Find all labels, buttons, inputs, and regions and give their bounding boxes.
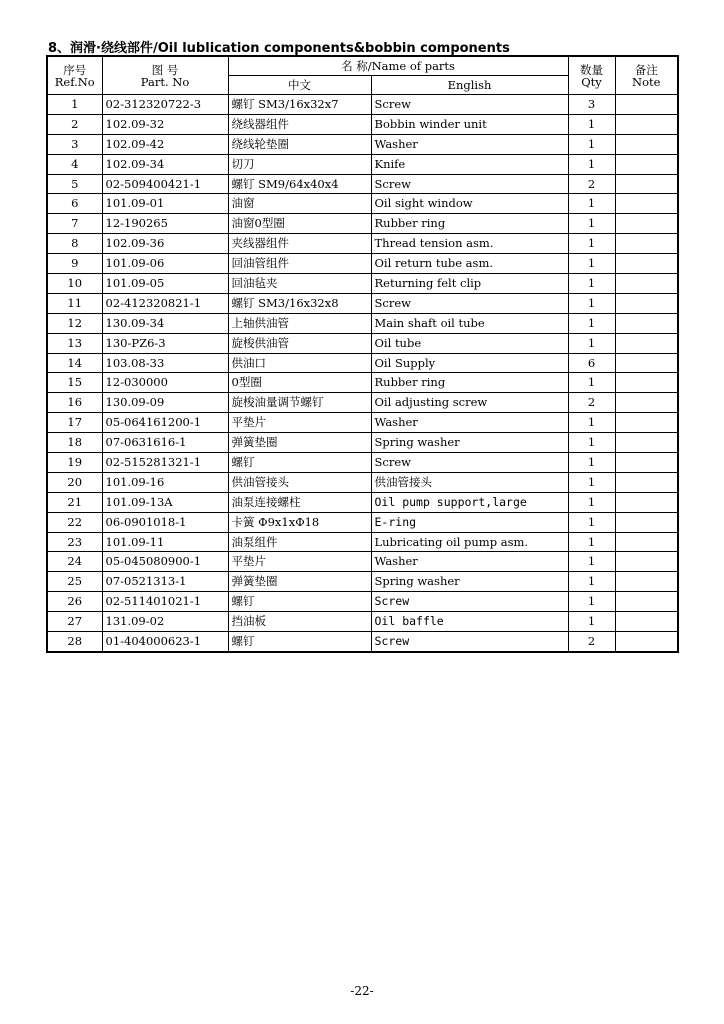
table-row	[47, 552, 678, 572]
name-english-cell: Oil Supply	[371, 353, 568, 373]
name-chinese-cell: 上轴供油管	[228, 313, 371, 333]
note-cell	[615, 174, 678, 194]
qty-cell: 1	[568, 552, 615, 572]
qty-cell: 1	[568, 114, 615, 134]
part-no-cell: 01-404000623-1	[102, 632, 228, 652]
name-english-cell: Washer	[371, 413, 568, 433]
part-no-cell: 12-030000	[102, 373, 228, 393]
note-cell	[615, 214, 678, 234]
part-no-cell: 130.09-09	[102, 393, 228, 413]
note-cell	[615, 254, 678, 274]
table-row	[47, 433, 678, 453]
name-english-cell: E-ring	[371, 512, 568, 532]
qty-cell: 1	[568, 274, 615, 294]
name-english-cell: Oil return tube asm.	[371, 254, 568, 274]
table-header	[47, 56, 678, 95]
header-note: 备注 Note	[615, 56, 678, 95]
name-english-cell: Oil tube	[371, 333, 568, 353]
name-english-cell: Thread tension asm.	[371, 234, 568, 254]
note-cell	[615, 313, 678, 333]
part-no-cell: 101.09-11	[102, 532, 228, 552]
qty-cell: 1	[568, 293, 615, 313]
ref-cell: 8	[47, 234, 102, 254]
name-chinese-cell: 平垫片	[228, 552, 371, 572]
table-row	[47, 413, 678, 433]
part-no-cell: 103.08-33	[102, 353, 228, 373]
table-row	[47, 353, 678, 373]
note-cell	[615, 453, 678, 473]
name-chinese-cell: 弹簧垫圈	[228, 572, 371, 592]
table-row	[47, 512, 678, 532]
qty-cell: 1	[568, 512, 615, 532]
qty-cell: 1	[568, 413, 615, 433]
name-english-cell: Lubricating oil pump asm.	[371, 532, 568, 552]
section-title: 8、润滑·绕线部件/Oil lublication components&bobbin components	[48, 41, 510, 56]
qty-cell: 1	[568, 234, 615, 254]
part-no-cell: 02-511401021-1	[102, 592, 228, 612]
part-no-cell: 101.09-06	[102, 254, 228, 274]
header-qty: 数量 Qty	[568, 56, 615, 95]
part-no-cell: 02-509400421-1	[102, 174, 228, 194]
name-chinese-cell: 螺钉 SM3/16x32x7	[228, 95, 371, 115]
note-cell	[615, 472, 678, 492]
ref-cell: 4	[47, 154, 102, 174]
table-row	[47, 592, 678, 612]
table-row	[47, 393, 678, 413]
name-chinese-cell: 切刀	[228, 154, 371, 174]
qty-cell: 1	[568, 214, 615, 234]
ref-cell: 15	[47, 373, 102, 393]
table-row	[47, 254, 678, 274]
table-row	[47, 472, 678, 492]
name-english-cell: Spring washer	[371, 433, 568, 453]
table-row	[47, 114, 678, 134]
name-english-cell: Screw	[371, 95, 568, 115]
ref-cell: 9	[47, 254, 102, 274]
table-row	[47, 293, 678, 313]
header-part-no: 图 号 Part. No	[102, 56, 228, 95]
note-cell	[615, 234, 678, 254]
name-english-cell: Washer	[371, 552, 568, 572]
name-chinese-cell: 挡油板	[228, 612, 371, 632]
note-cell	[615, 552, 678, 572]
table-row	[47, 234, 678, 254]
ref-cell: 26	[47, 592, 102, 612]
name-english-cell: Screw	[371, 293, 568, 313]
qty-cell: 1	[568, 254, 615, 274]
qty-cell: 1	[568, 572, 615, 592]
ref-cell: 16	[47, 393, 102, 413]
name-chinese-cell: 绕线器组件	[228, 114, 371, 134]
table-row	[47, 95, 678, 115]
part-no-cell: 07-0631616-1	[102, 433, 228, 453]
part-no-cell: 130.09-34	[102, 313, 228, 333]
name-english-cell: Oil sight window	[371, 194, 568, 214]
table-row	[47, 492, 678, 512]
part-no-cell: 102.09-34	[102, 154, 228, 174]
name-english-cell: Main shaft oil tube	[371, 313, 568, 333]
note-cell	[615, 413, 678, 433]
part-no-cell: 05-064161200-1	[102, 413, 228, 433]
note-cell	[615, 612, 678, 632]
table-row	[47, 373, 678, 393]
table-row	[47, 134, 678, 154]
name-english-cell: Oil baffle	[371, 612, 568, 632]
name-english-cell: Screw	[371, 632, 568, 652]
part-no-cell: 101.09-05	[102, 274, 228, 294]
ref-cell: 23	[47, 532, 102, 552]
name-chinese-cell: 螺钉	[228, 632, 371, 652]
note-cell	[615, 194, 678, 214]
ref-cell: 25	[47, 572, 102, 592]
table-row	[47, 154, 678, 174]
name-chinese-cell: 供油口	[228, 353, 371, 373]
note-cell	[615, 95, 678, 115]
qty-cell: 2	[568, 632, 615, 652]
table-row	[47, 532, 678, 552]
name-english-cell: Bobbin winder unit	[371, 114, 568, 134]
note-cell	[615, 393, 678, 413]
table-row	[47, 174, 678, 194]
ref-cell: 18	[47, 433, 102, 453]
table-row	[47, 274, 678, 294]
qty-cell: 1	[568, 373, 615, 393]
name-english-cell: Screw	[371, 453, 568, 473]
name-chinese-cell: 螺钉 SM9/64x40x4	[228, 174, 371, 194]
qty-cell: 1	[568, 532, 615, 552]
part-no-cell: 07-0521313-1	[102, 572, 228, 592]
qty-cell: 2	[568, 174, 615, 194]
ref-cell: 10	[47, 274, 102, 294]
ref-cell: 17	[47, 413, 102, 433]
name-chinese-cell: 旋梭供油管	[228, 333, 371, 353]
qty-cell: 1	[568, 492, 615, 512]
header-ref: 序号 Ref.No	[47, 56, 102, 95]
ref-cell: 13	[47, 333, 102, 353]
qty-cell: 2	[568, 393, 615, 413]
note-cell	[615, 532, 678, 552]
table-row	[47, 313, 678, 333]
part-no-cell: 102.09-36	[102, 234, 228, 254]
header-name-of-parts: 名 称/Name of parts	[228, 56, 568, 76]
ref-cell: 7	[47, 214, 102, 234]
part-no-cell: 02-412320821-1	[102, 293, 228, 313]
part-no-cell: 101.09-13A	[102, 492, 228, 512]
part-no-cell: 02-312320722-3	[102, 95, 228, 115]
name-chinese-cell: 螺钉	[228, 453, 371, 473]
note-cell	[615, 632, 678, 652]
name-english-cell: Screw	[371, 174, 568, 194]
part-no-cell: 06-0901018-1	[102, 512, 228, 532]
name-english-cell: Returning felt clip	[371, 274, 568, 294]
name-english-cell: Oil pump support,large	[371, 492, 568, 512]
part-no-cell: 102.09-32	[102, 114, 228, 134]
name-english-cell: Oil adjusting screw	[371, 393, 568, 413]
name-chinese-cell: 卡簧 Φ9x1xΦ18	[228, 512, 371, 532]
note-cell	[615, 433, 678, 453]
table-row	[47, 333, 678, 353]
name-chinese-cell: 旋梭油量调节螺钉	[228, 393, 371, 413]
name-english-cell: Rubber ring	[371, 373, 568, 393]
note-cell	[615, 373, 678, 393]
qty-cell: 1	[568, 333, 615, 353]
ref-cell: 6	[47, 194, 102, 214]
table-row	[47, 632, 678, 652]
name-chinese-cell: 油泵连接螺柱	[228, 492, 371, 512]
ref-cell: 12	[47, 313, 102, 333]
name-chinese-cell: 夹线器组件	[228, 234, 371, 254]
qty-cell: 1	[568, 154, 615, 174]
part-no-cell: 102.09-42	[102, 134, 228, 154]
part-no-cell: 02-515281321-1	[102, 453, 228, 473]
note-cell	[615, 512, 678, 532]
table-row	[47, 612, 678, 632]
note-cell	[615, 274, 678, 294]
name-english-cell: Rubber ring	[371, 214, 568, 234]
parts-table	[46, 55, 679, 653]
table-row	[47, 214, 678, 234]
qty-cell: 1	[568, 134, 615, 154]
ref-cell: 2	[47, 114, 102, 134]
name-english-cell: Spring washer	[371, 572, 568, 592]
qty-cell: 1	[568, 313, 615, 333]
ref-cell: 22	[47, 512, 102, 532]
qty-cell: 1	[568, 612, 615, 632]
note-cell	[615, 114, 678, 134]
part-no-cell: 131.09-02	[102, 612, 228, 632]
note-cell	[615, 572, 678, 592]
name-chinese-cell: 螺钉 SM3/16x32x8	[228, 293, 371, 313]
note-cell	[615, 134, 678, 154]
name-chinese-cell: 油泵组件	[228, 532, 371, 552]
qty-cell: 1	[568, 592, 615, 612]
note-cell	[615, 154, 678, 174]
table-body	[47, 95, 678, 652]
name-chinese-cell: 供油管接头	[228, 472, 371, 492]
qty-cell: 6	[568, 353, 615, 373]
ref-cell: 5	[47, 174, 102, 194]
table-row	[47, 194, 678, 214]
name-english-cell: 供油管接头	[371, 472, 568, 492]
name-chinese-cell: 油窗	[228, 194, 371, 214]
name-chinese-cell: 油窗0型圈	[228, 214, 371, 234]
qty-cell: 1	[568, 433, 615, 453]
ref-cell: 20	[47, 472, 102, 492]
table-row	[47, 572, 678, 592]
qty-cell: 1	[568, 194, 615, 214]
ref-cell: 21	[47, 492, 102, 512]
name-chinese-cell: 0型圈	[228, 373, 371, 393]
name-chinese-cell: 弹簧垫圈	[228, 433, 371, 453]
part-no-cell: 101.09-01	[102, 194, 228, 214]
part-no-cell: 130-PZ6-3	[102, 333, 228, 353]
header-name-chinese: 中文	[228, 76, 371, 95]
name-chinese-cell: 平垫片	[228, 413, 371, 433]
ref-cell: 14	[47, 353, 102, 373]
part-no-cell: 05-045080900-1	[102, 552, 228, 572]
qty-cell: 1	[568, 453, 615, 473]
note-cell	[615, 492, 678, 512]
ref-cell: 27	[47, 612, 102, 632]
name-chinese-cell: 回油管组件	[228, 254, 371, 274]
qty-cell: 1	[568, 472, 615, 492]
part-no-cell: 101.09-16	[102, 472, 228, 492]
page-number: -22-	[350, 984, 374, 998]
name-english-cell: Washer	[371, 134, 568, 154]
note-cell	[615, 592, 678, 612]
ref-cell: 1	[47, 95, 102, 115]
note-cell	[615, 353, 678, 373]
ref-cell: 28	[47, 632, 102, 652]
name-english-cell: Knife	[371, 154, 568, 174]
note-cell	[615, 333, 678, 353]
qty-cell: 3	[568, 95, 615, 115]
header-name-english: English	[371, 76, 568, 95]
part-no-cell: 12-190265	[102, 214, 228, 234]
note-cell	[615, 293, 678, 313]
table-row	[47, 453, 678, 473]
name-chinese-cell: 回油毡夹	[228, 274, 371, 294]
ref-cell: 24	[47, 552, 102, 572]
name-english-cell: Screw	[371, 592, 568, 612]
ref-cell: 19	[47, 453, 102, 473]
ref-cell: 11	[47, 293, 102, 313]
name-chinese-cell: 螺钉	[228, 592, 371, 612]
name-chinese-cell: 绕线轮垫圈	[228, 134, 371, 154]
ref-cell: 3	[47, 134, 102, 154]
